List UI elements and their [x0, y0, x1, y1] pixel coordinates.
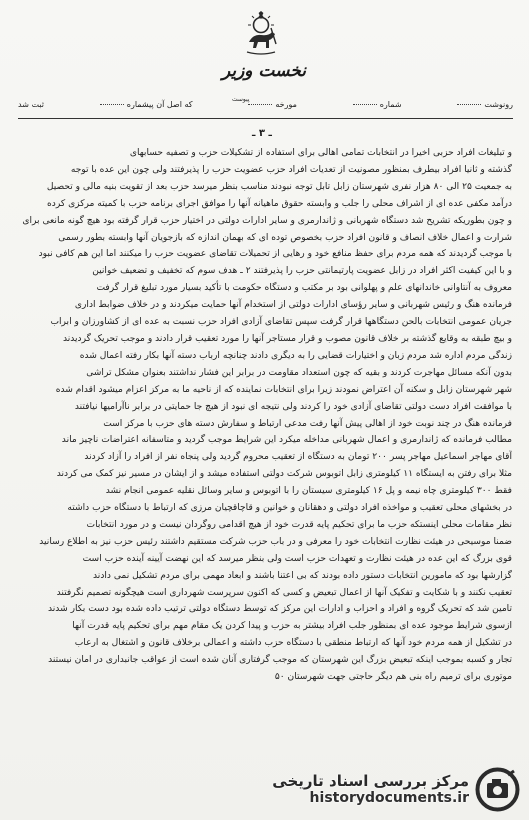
archive-camera-logo-icon: [475, 767, 520, 812]
body-line: آقای مهاجر اسماعیل مهاجر پسر ۲۰۰ تومان به دستگاه از تعقیب محروم گردید ولی پنجاه نفر از افراد را آزاد کردند: [84, 452, 512, 463]
archive-watermark: [268, 763, 520, 815]
body-line: نظر مقامات محلی اینستکه حزب ما برای تحکیم پایه قدرت خود از هیچ اقدامی روگردان نیست و در مورد انتخابات: [86, 519, 512, 530]
body-line: موتوری برای ترمیم راه بنی هم دیگر حاجتی جهت شهرستان ۵۰: [274, 672, 512, 683]
meta-origin-dots: [100, 104, 124, 105]
lion-and-sun-emblem-icon: [243, 8, 279, 56]
meta-date: [245, 100, 297, 109]
body-line: در تشکیل از همه مردم خود آنها که ارتباط منطقی با دستگاه حزب داشته و اعمالی برخلاف قانون و اشتغال به ارعاب: [74, 638, 512, 649]
body-line: فقط ۳۰۰ کیلومتری چاه نیمه و پل ۱۶ کیلومتری سیستان را با اتوبوس و سایر وسائل نقلیه عمومی انجام نشد: [105, 486, 512, 497]
body-line: گزارشها بود که مامورین انتخابات دستور داده بودند که بی اعتنا باشند و ابعاد مهمی برای مردم تشکیل نمی دادند: [93, 570, 512, 581]
letter-body: [20, 145, 512, 800]
body-line: مثلا برای رفتن به ایستگاه ۱۱ کیلومتری زابل اتوبوس شرکت دولتی استفاده میشد و از ایشان در مسیر نیز کمک می کردند: [56, 469, 512, 480]
meta-origin-label: که اصل آن پیشماره: [126, 99, 193, 109]
body-line: بدون آنکه مسائل مهاجرت کردند و بقیه که چون استعداد مقاومت در برابر این فشار نداشتند بعنوان مشکل تراشی: [86, 367, 512, 378]
meta-reference: [454, 100, 513, 109]
body-line: معروف به آنتاوانی خاندانهای علم و پهلوانی بود بر مکتب و دستگاه حکومت با تأکید بسیار مورد تبلیغ قرار گرفت: [96, 283, 512, 294]
meta-origin: [97, 100, 193, 109]
watermark-url: historydocuments.ir: [309, 790, 469, 806]
body-line: شرارت و اعمال خلاف انصاف و قانون افراد حزب بخصوص توده ای که بهمان اندازه که بازجویان آنها وابسته بطور رسمی: [58, 232, 512, 243]
body-line: ازسوی شرایط موجود عده ای بمنظور جلب افراد بیشتر به حزب و پیدا کردن یک مقام مهم برای تحکیم پایه قدرت آنها: [72, 621, 512, 632]
body-line: قوی بزرگ که این عده در هیئت نظارت و تعهدات حزب است ولی بنظر میرسد که این نهضت آیینه آینده حزب است: [82, 553, 512, 564]
body-line: مطالب فرمانده که ژاندارمری و اعمال شهربانی مداخله میکرد این شرایط موجب گردید و متاسفانه اعتراضات ناچیز ماند: [61, 435, 512, 446]
body-line: به جمعیت ۲۵ الی ۸۰ هزار نفری شهرستان زابل تابل توجه نبودند مناسب بنظر میرسد حزب بعد از تقویت بنیه مالی و تحصیل: [46, 181, 512, 192]
body-line: و با این کیفیت اکثر افراد در زابل عضویت پارتیمانتی حزب را پذیرفتند ۲ ـ هدف سوم که تخفیف و تضعیف خوانین: [92, 266, 512, 277]
page-number: ـ ۳ ـ: [252, 128, 272, 139]
body-line: در بخشهای محلی تعقیب و مواخذه افراد دولتی و دهقانان و خوانین و قاچاقچیان مرزی که ارتباط با دستگاه حزب داشته: [67, 503, 512, 514]
meta-number-label: شماره: [379, 99, 402, 109]
body-line: با موجب گردیدند که همه مردم برای حفظ منافع خود و رهایی از تحمیلات تقاضای عضویت حزب را میکنند اما این هم کافی نبود: [38, 249, 512, 260]
meta-number-dots: [353, 104, 377, 105]
watermark-text: [272, 772, 469, 806]
body-line: تجار و کسبه بموجب اینکه تبعیض بزرگ این شهرستان که موجب گرفتاری آنان شده است از عواقب جانبداری در امان نیستند: [48, 655, 512, 666]
annex-mark: پیوست: [232, 96, 250, 103]
meta-date-label: مورخه: [275, 99, 297, 109]
body-line: ضمنا موسیحی در هیئت نظارت انتخابات خود را معرفی و در باب حزب شرکت مستقیم داشتند رئیس حزب نیز به اطلاع رسانید: [39, 536, 512, 547]
watermark-persian: مرکز بررسی اسناد تاریخی: [272, 772, 469, 790]
meta-registered: [18, 100, 44, 109]
body-line: فرمانده هنگ و رئیس شهربانی و سایر رؤسای ادارات دولتی از استخدام آنها حمایت میکردند و در خلاف ضوابط اداری: [74, 300, 512, 311]
body-line: شهر شهرستان زابل و سکنه آن اعتراض نمودند زیرا برای انتخابات نماینده که از ناحیه ما به مرکز اعزام میشود اقدام شده: [55, 384, 512, 395]
body-line: گذشته و ثانیا افراد بیطرف بمنظور مصونیت از تعدیات افراد حزب عضویت حزب را پذیرفتند ولی چون این عده با توجه: [70, 164, 512, 175]
meta-reference-dots: [457, 104, 481, 105]
body-line: تامین شد که تحریک گروه و افراد و احزاب و ادارات این مرکز که توسط دستگاه دولتی ترتیب داده شده بود دست بکار شدند: [48, 604, 512, 615]
body-line: فرمانده هنگ در چند نوبت خود از اهالی پیش آنها رفت مدعی ارتباط و سفارش دسته های حزب با مرکز است: [103, 418, 512, 429]
meta-reference-label: رونوشت: [484, 99, 513, 109]
meta-date-dots: [248, 104, 272, 105]
body-line: با موافقت افراد دست دولتی تقاضای آزادی خود را کردند ولی نتیجه ای نبود از هیچ جا حمایتی در برابر ناآرامیها نیافتند: [74, 401, 512, 412]
body-line: و تبلیغات افراد حزبی اخیرا در انتخابات تمامی اهالی برای استفاده از تشکیلات حزب و تصفیه حسابهای: [129, 148, 512, 158]
body-line: درآمد مکفی عده ای از اشراف محلی را جلب و وابسته حقوق ماهیانه آنها را موافق اجرای برنامه حزب با کمیته مرکزی کرده: [47, 198, 512, 209]
body-line: زندگی مردم اداره شد مردم زبان و اختیارات قضایی را به دیگری دادند چنانچه ارباب دسته آنها بکار رفته اعمال شده: [79, 350, 512, 361]
body-line: و چون بطوریکه تشریح شد دستگاه شهربانی و ژاندارمری و سایر ادارات دولتی در اختیار حزب قرار گرفته بود هیچ گونه مانعی برای: [22, 215, 512, 226]
meta-number: [350, 100, 402, 109]
letterhead-title: نخست وزیر: [221, 61, 306, 81]
letterhead-meta-row: [18, 94, 513, 114]
body-line: جریان عمومی انتخابات بالحن دستگاهها قرار گرفت سپس تقاضای آزادی افراد حزب نسبت به عده ای از کشاورزان و ابراب: [50, 317, 512, 328]
body-line: و بیچ طبقه به وقایع گذشته بر خلاف قانون مصوب و قرار مستاجر آنها را مورد تعقیب قرار دادند و موجب تحریک گردیدند: [62, 333, 512, 344]
header-divider: [18, 118, 513, 119]
meta-registered-label: ثبت شد: [18, 99, 44, 109]
body-line: تعقیب نکنند و با شکایت و تفکیک آنها از اعمال تبعیض و کسی که اکنون سرپرست شهرداری است هیچگونه تصمیم نگرفتند: [56, 587, 512, 598]
